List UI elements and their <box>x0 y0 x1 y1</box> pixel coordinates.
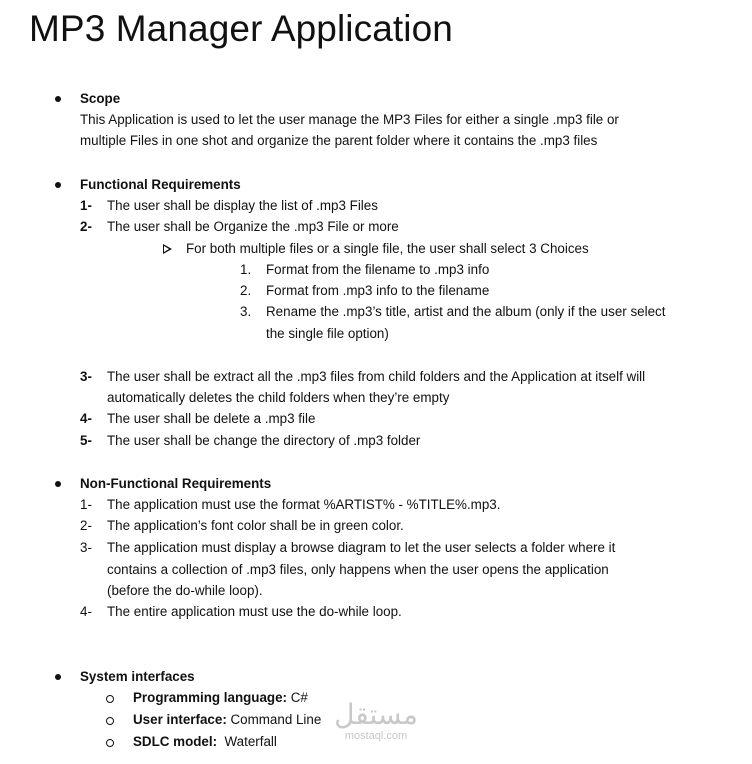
circle-bullet-icon <box>106 695 114 703</box>
functional-item-text: The user shall be extract all the .mp3 files from child folders and the Application at itself will <box>107 369 646 384</box>
system-item <box>133 689 308 707</box>
arrow-bullet-icon <box>163 244 172 254</box>
functional-item-number: 2- <box>80 219 92 234</box>
choice-text: Format from the filename to .mp3 info <box>266 262 490 277</box>
bullet-icon <box>55 182 61 188</box>
functional-item-text: The user shall be Organize the .mp3 File or more <box>107 219 399 234</box>
watermark <box>330 700 422 750</box>
nonfunctional-item-text: The application must use the format %ARTIST% - %TITLE%.mp3. <box>107 497 501 512</box>
nonfunctional-heading: Non-Functional Requirements <box>80 476 272 491</box>
watermark-arabic: مستقل <box>334 698 418 731</box>
functional-heading: Functional Requirements <box>80 177 241 192</box>
scope-heading: Scope <box>80 91 121 106</box>
system-heading: System interfaces <box>80 669 195 684</box>
choice-text: Rename the .mp3’s title, artist and the album (only if the user select <box>266 304 666 319</box>
system-item-label: Programming language: <box>133 690 288 705</box>
nonfunctional-item-text: The application must display a browse diagram to let the user selects a folder where it <box>107 540 616 555</box>
system-item-value: Command Line <box>226 712 322 727</box>
choices-intro: For both multiple files or a single file, the user shall select 3 Choices <box>186 241 589 256</box>
nonfunctional-item-number: 1- <box>80 497 92 512</box>
nonfunctional-item-number: 4- <box>80 604 92 619</box>
scope-text-line-2: multiple Files in one shot and organize the parent folder where it contains the .mp3 files <box>80 133 598 148</box>
watermark-latin: mostaql.com <box>344 730 408 742</box>
nonfunctional-item-number: 2- <box>80 518 92 533</box>
system-item-label: SDLC model: <box>133 734 218 749</box>
functional-item-number: 1- <box>80 198 92 213</box>
functional-item-text-continued: automatically deletes the child folders when they’re empty <box>107 390 450 405</box>
circle-bullet-icon <box>106 739 114 747</box>
page-title: MP3 Manager Application <box>29 8 453 49</box>
system-item <box>133 733 277 751</box>
functional-item-text: The user shall be display the list of .mp3 Files <box>107 198 378 213</box>
scope-text-line-1: This Application is used to let the user manage the MP3 Files for either a single .mp3 file or <box>80 112 619 127</box>
bullet-icon <box>55 674 61 680</box>
bullet-icon <box>55 481 61 487</box>
nonfunctional-item-text-continued: contains a collection of .mp3 files, only happens when the user opens the application <box>107 562 609 577</box>
choice-number: 3. <box>240 304 252 319</box>
bullet-icon <box>55 96 61 102</box>
circle-bullet-icon <box>106 717 114 725</box>
system-item-value: Waterfall <box>217 734 277 749</box>
choice-text: Format from .mp3 info to the filename <box>266 283 490 298</box>
functional-item-text: The user shall be change the directory of .mp3 folder <box>107 433 421 448</box>
functional-item-number: 5- <box>80 433 92 448</box>
system-item <box>133 711 321 729</box>
nonfunctional-item-text-continued: (before the do-while loop). <box>107 583 263 598</box>
functional-item-number: 4- <box>80 411 92 426</box>
functional-item-number: 3- <box>80 369 92 384</box>
functional-item-text: The user shall be delete a .mp3 file <box>107 411 316 426</box>
nonfunctional-item-text: The entire application must use the do-while loop. <box>107 604 402 619</box>
system-item-value: C# <box>287 690 308 705</box>
choice-text-continued: the single file option) <box>266 326 389 341</box>
choice-number: 1. <box>240 262 252 277</box>
nonfunctional-item-number: 3- <box>80 540 92 555</box>
choice-number: 2. <box>240 283 252 298</box>
system-item-label: User interface: <box>133 712 227 727</box>
nonfunctional-item-text: The application’s font color shall be in green color. <box>107 518 404 533</box>
